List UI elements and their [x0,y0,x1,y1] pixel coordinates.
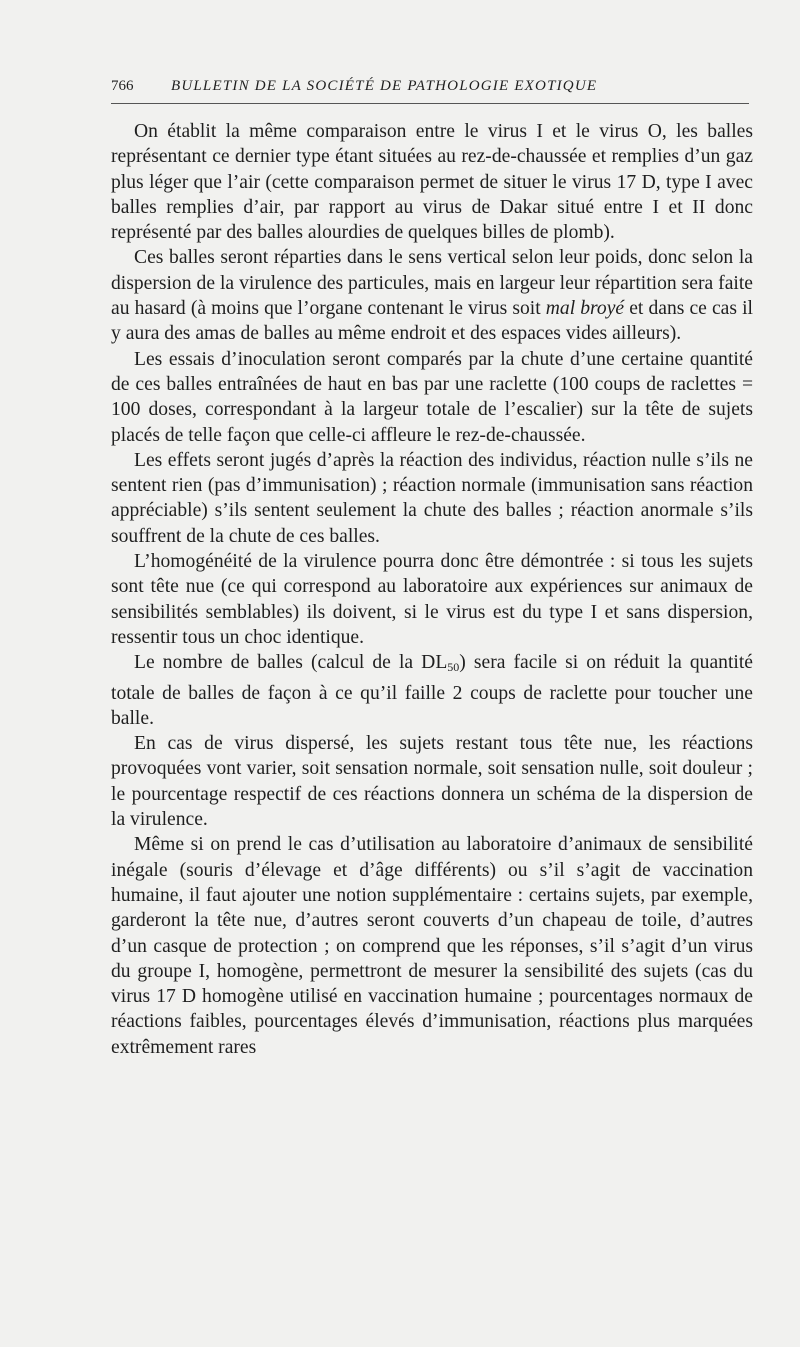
paragraph-6 [111,650,753,731]
paragraph-2-text-b: et dans ce cas il y aura des amas de balles au même endroit et des espaces vides ailleurs). [111,298,753,345]
paragraph-1: On établit la même comparaison entre le virus I et le virus O, les balles représentant ce dernier type étant situées au rez-de-chaussée et remplies d’un gaz plus léger que l’air (cette comparaison permet de situer le virus 17 D, type I avec balles remplies d’air, par rapport au virus de Dakar situé entre I et II donc représenté par des balles alourdies de quelques billes de plomb). [111,121,753,244]
paragraph-7: En cas de virus dispersé, les sujets restant tous tête nue, les réactions provoquées vont varier, soit sensation normale, soit sensation nulle, soit douleur ; le pourcentage respectif de ces réactions donnera un schéma de la dispersion de la virulence. [111,733,753,831]
paragraph-2 [111,245,753,346]
paragraph-2-text-a: Ces balles seront réparties dans le sens vertical selon leur poids, donc selon la dispersion de la virulence des particules, mais en largeur leur répartition sera faite au hasard (à moins que l’organe contenant le virus soit [111,247,753,320]
body-text [111,119,753,1060]
paragraph-2-italic: mal broyé [545,298,625,320]
paragraph-4: Les effets seront jugés d’après la réaction des individus, réaction nulle s’ils ne sentent rien (pas d’immunisation) ; réaction normale (immunisation sans réaction appréciable) s’ils sentent seulement la chute des balles ; réaction anormale s’ils souffrent de la chute de ces balles. [111,449,753,547]
paragraph-6-text-a: Le nombre de balles (calcul de la DL [134,652,448,674]
paragraph-6-text-b: ) sera facile si on réduit la quantité totale de balles de façon à ce qu’il faille 2 coups de raclette pour toucher une balle. [111,652,754,729]
paragraph-3: Les essais d’inoculation seront comparés par la chute d’une certaine quantité de ces balles entraînées de haut en bas par une raclette (100 coups de raclettes = 100 doses, correspondant à la largeur totale de l’escalier) sur la tête de sujets placés de telle façon que celle-ci affleure le rez-de-chaussée. [111,348,753,446]
dl50-subscript: 50 [447,660,460,675]
header-rule [111,103,749,104]
page-number: 766 [111,78,134,94]
paragraph-5: L’homogénéité de la virulence pourra donc être démontrée : si tous les sujets sont tête nue (ce qui correspond au laboratoire aux expériences sur animaux de sensibilités semblables) ils doivent, si le virus est du type I et sans dispersion, ressentir tous un choc identique. [111,551,753,648]
paragraph-8: Même si on prend le cas d’utilisation au laboratoire d’animaux de sensibilité inégale (souris d’élevage et d’âge différents) ou s’il s’agit de vaccination humaine, il faut ajouter une notion supplémentaire : certains sujets, par exemple, garderont la tête nue, d’autres seront couverts d’un chapeau de toile, d’autres d’un casque de protection ; on comprend que les réponses, s’il s’agit d’un virus du groupe I, homogène, permettront de mesurer la sensibilité des sujets (cas du virus 17 D homogène utilisé en vaccination humaine ; pourcentages normaux de réactions faibles, pourcentages élevés d’immunisation, réactions plus marquées extrêmement rares [111,834,753,1058]
running-head [111,76,751,96]
journal-title: BULLETIN DE LA SOCIÉTÉ DE PATHOLOGIE EXOTIQUE [171,78,598,94]
